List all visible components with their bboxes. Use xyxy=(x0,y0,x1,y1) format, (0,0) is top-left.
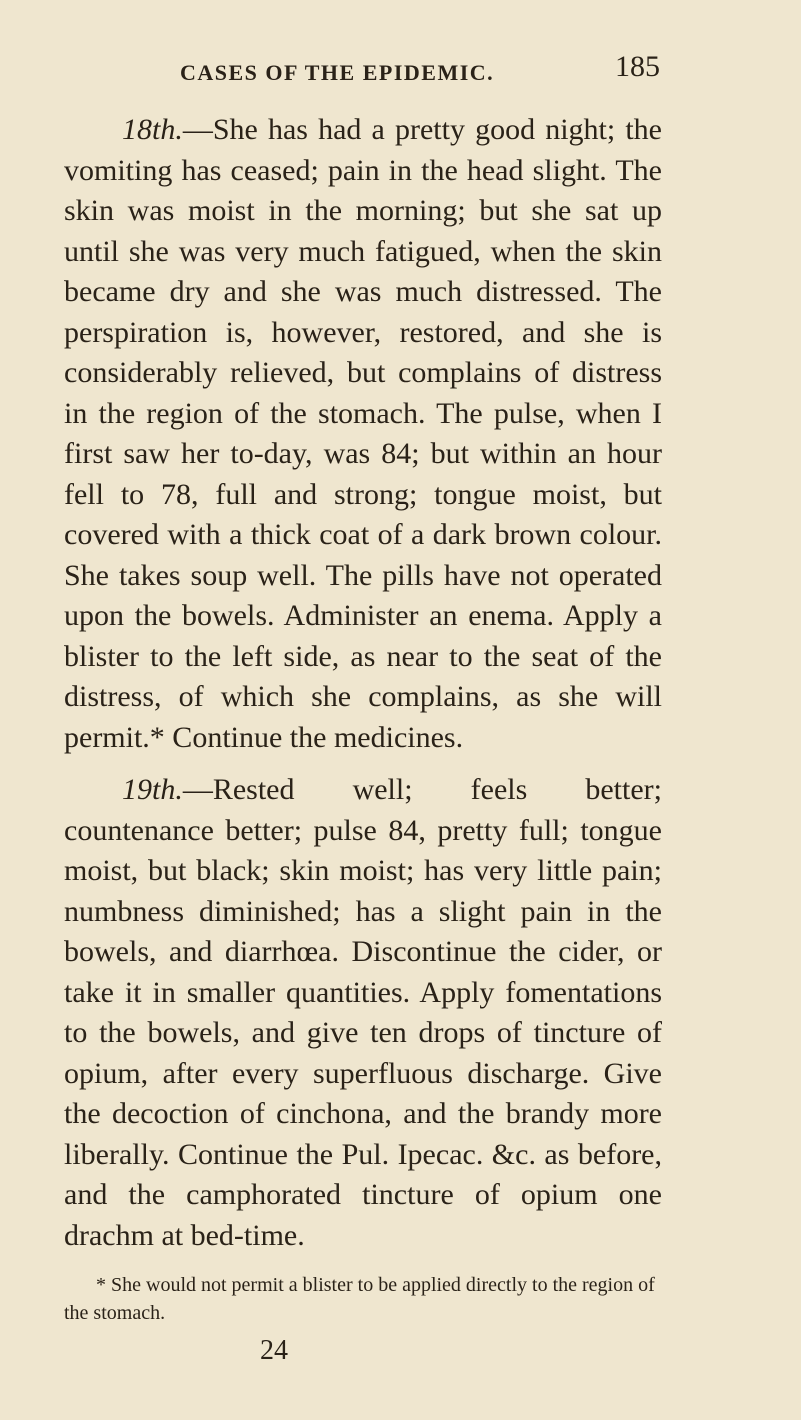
paragraph-18th xyxy=(64,110,662,758)
paragraph-text: —Rested well; feels better; countenance better; pulse 84, pretty full; tongue moist, but black; skin moist; has very little pain; numbness diminished; has a slight pain in the bowels, and diarrhœa. Discontinue the cider, or take it in smaller quantities. Apply fomentations to the bowels, and give ten drops of tincture of opium, after every superfluous discharge. Give the decoction of cinchona, and the brandy more liberally. Continue the Pul. Ipecac. &c. as before, and the camphorated tincture of opium one drachm at bed-time. xyxy=(64,773,662,1252)
entry-date: 19th. xyxy=(122,773,183,806)
entry-date: 18th. xyxy=(122,113,183,146)
paragraph-19th xyxy=(64,770,662,1256)
page-number: 185 xyxy=(615,50,660,83)
footnote: * She would not permit a blister to be applied directly to the region of the stomach. xyxy=(64,1274,655,1324)
paragraph-text: —She has had a pretty good night; the vomiting has ceased; pain in the head slight. The skin was moist in the morning; but she sat up until she was very much fatigued, when the skin became dry and she was much distressed. The perspiration is, however, restored, and she is considerably relieved, but complains of distress in the region of the stomach. The pulse, when I first saw her to-day, was 84; but within an hour fell to 78, full and strong; tongue moist, but covered with a thick coat of a dark brown colour. She takes soup well. The pills have not operated upon the bowels. Administer an enema. Apply a blister to the left side, as near to the seat of the distress, of which she complains, as she will permit.* Continue the medicines. xyxy=(64,113,662,754)
body-text xyxy=(64,110,662,1256)
signature-mark: 24 xyxy=(260,1335,288,1366)
running-head: CASES OF THE EPIDEMIC. xyxy=(180,60,495,85)
